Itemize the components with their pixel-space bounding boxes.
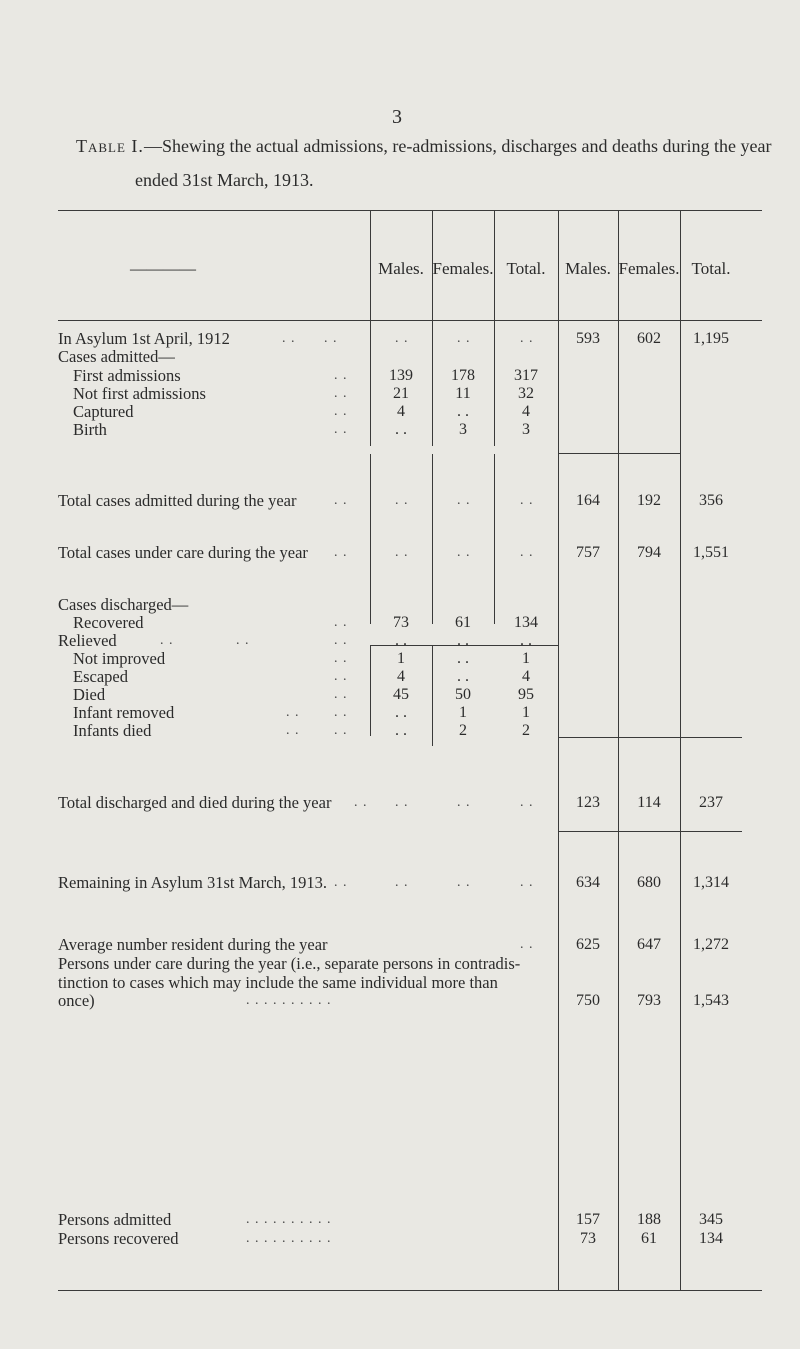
row-label-first-admissions: First admissions — [73, 366, 181, 385]
row-label-birth: Birth — [73, 420, 107, 439]
dot-leader: . . — [334, 875, 348, 890]
dot-leader: . . — [520, 937, 534, 952]
row-label-relieved: Relieved — [58, 631, 117, 650]
dot-leader: . . — [457, 875, 471, 890]
dot-leader: . . — [324, 331, 338, 346]
dot-leader: . . — [395, 493, 409, 508]
table-caption-line2: ended 31st March, 1913. — [135, 170, 314, 190]
row-label-persons-recovered: Persons recovered — [58, 1229, 179, 1248]
row-label-total-admitted: Total cases admitted during the year — [58, 491, 297, 510]
row-label-recovered: Recovered — [73, 613, 144, 632]
dot-leader: . . — [334, 687, 348, 702]
row-label-captured: Captured — [73, 402, 134, 421]
dot-leader: . . — [395, 545, 409, 560]
dot-leader: . . — [457, 795, 471, 810]
table-caption-label: Table I. — [76, 136, 144, 156]
dot-leader: . . — [282, 331, 296, 346]
row-label-not-first: Not first admissions — [73, 384, 206, 403]
dot-leader: . . — [520, 331, 534, 346]
row-label-persons-under-care-1: Persons under care during the year (i.e., separate persons in contradis- — [58, 954, 521, 973]
dot-leader-long: . . . . . . . . . . — [246, 1212, 332, 1227]
row-label-cases-discharged: Cases discharged— — [58, 595, 189, 614]
row-label-not-improved: Not improved — [73, 649, 166, 668]
row-label-persons-under-care-2: tinction to cases which may include the same individual more than — [58, 973, 498, 992]
row-label-total-under-care: Total cases under care during the year — [58, 543, 308, 562]
dot-leader: . . — [334, 493, 348, 508]
row-label-cases-admitted: Cases admitted— — [58, 347, 175, 366]
dot-leader-long: . . . . . . . . . . — [246, 993, 332, 1008]
dot-leader: . . — [457, 331, 471, 346]
dot-leader: . . — [334, 633, 348, 648]
row-label-remaining: Remaining in Asylum 31st March, 1913. — [58, 873, 328, 892]
page-number: 3 — [392, 106, 402, 128]
dot-leader: . . — [457, 493, 471, 508]
dot-leader: . . — [286, 723, 300, 738]
dot-leader: . . — [334, 386, 348, 401]
dot-leader: . . — [334, 368, 348, 383]
dot-leader: . . — [334, 404, 348, 419]
dot-leader: . . — [334, 669, 348, 684]
dot-leader: . . — [520, 493, 534, 508]
dot-leader: . . — [457, 545, 471, 560]
dot-leader-long: . . . . . . . . . . — [246, 1231, 332, 1246]
row-label-died: Died — [73, 685, 106, 704]
row-label-infants-died: Infants died — [73, 721, 152, 740]
row-label-average-resident: Average number resident during the year — [58, 935, 328, 954]
dot-leader: . . — [334, 651, 348, 666]
dot-leader: . . — [334, 705, 348, 720]
table-caption-text: —Shewing the actual admissions, re-admissions, discharges and deaths during the year — [143, 136, 772, 156]
header-stub: ———— — [130, 259, 196, 278]
row-label-escaped: Escaped — [73, 667, 128, 686]
row-label-persons-under-care-3: once) — [58, 991, 95, 1010]
row-label-total-discharged: Total discharged and died during the year — [58, 793, 332, 812]
dot-leader: . . — [334, 422, 348, 437]
dot-leader: . . — [334, 723, 348, 738]
row-label-persons-admitted: Persons admitted — [58, 1210, 172, 1229]
dot-leader: . . — [236, 633, 250, 648]
dot-leader: . . — [286, 705, 300, 720]
dot-leader: . . — [520, 795, 534, 810]
dot-leader: . . — [395, 795, 409, 810]
dot-leader: . . — [520, 875, 534, 890]
dot-leader: . . — [395, 331, 409, 346]
table-caption — [76, 136, 771, 157]
row-label-in-asylum: In Asylum 1st April, 1912 — [58, 329, 230, 348]
dot-leader: . . — [334, 545, 348, 560]
dot-leader: . . — [520, 545, 534, 560]
dot-leader: . . — [334, 615, 348, 630]
dot-leader: . . — [160, 633, 174, 648]
row-label-infant-removed: Infant removed — [73, 703, 175, 722]
dot-leader: . . — [395, 875, 409, 890]
dot-leader: . . — [354, 795, 368, 810]
